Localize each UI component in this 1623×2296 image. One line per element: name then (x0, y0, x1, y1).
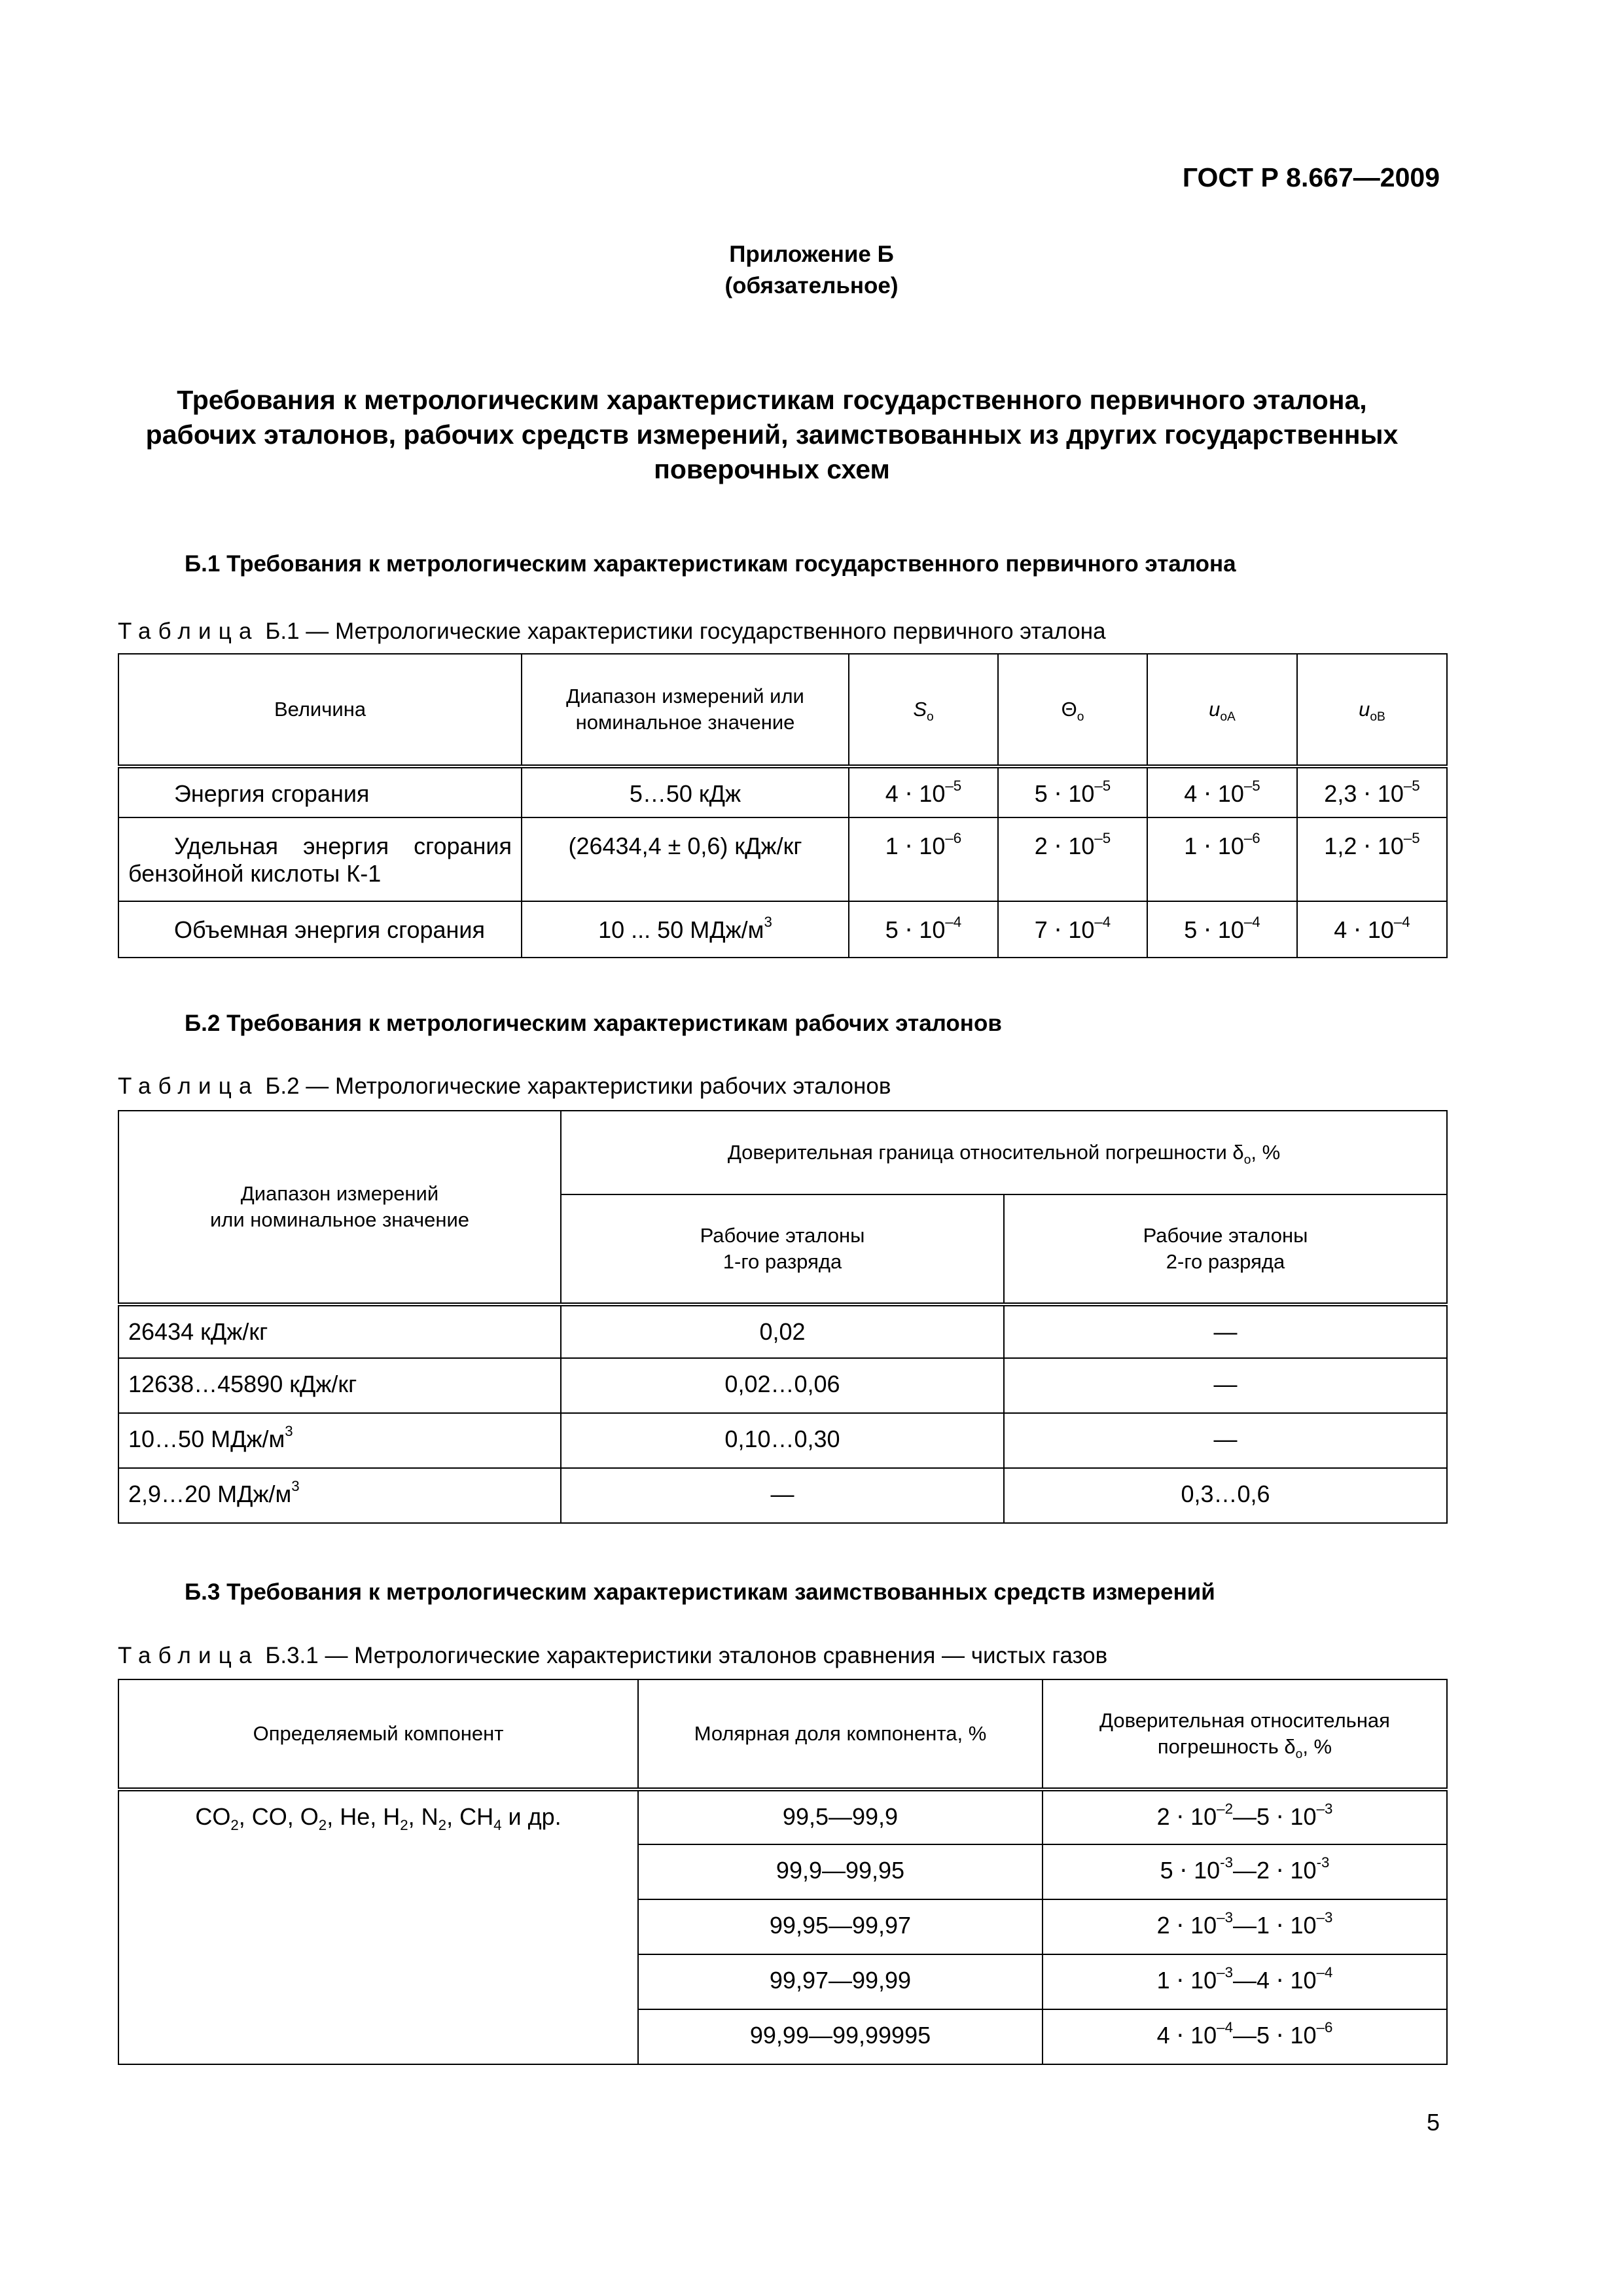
table-row (118, 901, 1447, 958)
cell-component: $CO_2$, CO, $O_2$, He, $H_2$, $N_2$, $CH_4$ и др. (118, 1789, 638, 2064)
cell-ub: $2,3 \cdot 10^{-5}$ (1297, 766, 1447, 817)
cell-relative-error: $2 \cdot 10^{-3}—1 \cdot 10^{-3}$ (1043, 1899, 1447, 1954)
header-quantity: Величина (118, 654, 522, 766)
appendix-main-title (118, 383, 1426, 487)
cell-ua: $1 \cdot 10^{-6}$ (1147, 817, 1297, 901)
appendix-heading (393, 239, 1230, 302)
cell-theta: $7 \cdot 10^{-4}$ (998, 901, 1147, 958)
cell-relative-error: $1 \cdot 10^{-3}—4 \cdot 10^{-4}$ (1043, 1954, 1447, 2009)
header-grade-1: Рабочие эталоны 1-го разряда (561, 1194, 1004, 1304)
cell-grade-1: 0,02…0,06 (561, 1358, 1004, 1413)
cell-grade-2: — (1004, 1304, 1447, 1358)
caption-label: Таблица (118, 619, 259, 644)
caption-label: Таблица (118, 1073, 259, 1099)
header-fraction: Молярная доля компонента, % (638, 1679, 1043, 1789)
cell-range: (26434,4 ± 0,6) кДж/кг (522, 817, 849, 901)
cell-s: $1 \cdot 10^{-6}$ (849, 817, 998, 901)
cell-grade-1: — (561, 1468, 1004, 1523)
cell-fraction: 99,9—99,95 (638, 1844, 1043, 1899)
header-range: Диапазон измерений или номинальное значение (118, 1111, 561, 1304)
table-header-row (118, 654, 1447, 766)
cell-ua: $4 \cdot 10^{-5}$ (1147, 766, 1297, 817)
cell-quantity: Объемная энергия сгорания (118, 901, 522, 958)
cell-theta: $2 \cdot 10^{-5}$ (998, 817, 1147, 901)
table-row (118, 1358, 1447, 1413)
main-title-line: поверочных схем (654, 454, 890, 484)
section-b3-title: Б.3 Требования к метрологическим характеристикам заимствованных средств измерений (185, 1579, 1215, 1605)
cell-theta: $5 \cdot 10^{-5}$ (998, 766, 1147, 817)
cell-range: 10 ... 50 МДж/$м^3$ (522, 901, 849, 958)
cell-grade-2: 0,3…0,6 (1004, 1468, 1447, 1523)
cell-relative-error: $2 \cdot 10^{-2}—5 \cdot 10^{-3}$ (1043, 1789, 1447, 1844)
header-range: Диапазон измерений или номинальное значение (522, 654, 849, 766)
cell-grade-2: — (1004, 1413, 1447, 1468)
table-row (118, 1304, 1447, 1358)
cell-fraction: 99,97—99,99 (638, 1954, 1043, 2009)
header-component: Определяемый компонент (118, 1679, 638, 1789)
cell-quantity: Удельная энергия сгорания бензойной кислоты К-1 (118, 817, 522, 901)
cell-grade-1: 0,10…0,30 (561, 1413, 1004, 1468)
main-title-line: Требования к метрологическим характеристикам государственного первичного эталона, (177, 385, 1367, 415)
cell-range: 12638…45890 кДж/кг (118, 1358, 561, 1413)
table-b3-1 (118, 1679, 1448, 2065)
appendix-title: Приложение Б (729, 242, 894, 267)
cell-ub: $4 \cdot 10^{-4}$ (1297, 901, 1447, 958)
cell-s: $5 \cdot 10^{-4}$ (849, 901, 998, 958)
document-code: ГОСТ Р 8.667—2009 (1182, 162, 1440, 192)
caption-label: Таблица (118, 1643, 259, 1668)
cell-relative-error: $4 \cdot 10^{-4}—5 \cdot 10^{-6}$ (1043, 2009, 1447, 2064)
header-s: $S_о$ (849, 654, 998, 766)
table-row (118, 1789, 1447, 1844)
header-relative-error: Доверительная относительная погрешность $\delta_о$, % (1043, 1679, 1447, 1789)
table-row (118, 1413, 1447, 1468)
table-b2-caption (118, 1073, 1427, 1100)
cell-fraction: 99,99—99,99995 (638, 2009, 1043, 2064)
header-error-group: Доверительная граница относительной погрешности $\delta_о$, % (561, 1111, 1447, 1194)
caption-text: Б.2 — Метрологические характеристики рабочих эталонов (265, 1073, 891, 1099)
header-ua: $u_{оА}$ (1147, 654, 1297, 766)
cell-ua: $5 \cdot 10^{-4}$ (1147, 901, 1297, 958)
cell-s: $4 \cdot 10^{-5}$ (849, 766, 998, 817)
table-b1-caption (118, 619, 1427, 645)
header-ub: $u_{оВ}$ (1297, 654, 1447, 766)
cell-range: 26434 кДж/кг (118, 1304, 561, 1358)
header-theta: $\Theta_о$ (998, 654, 1147, 766)
cell-grade-2: — (1004, 1358, 1447, 1413)
cell-range: 10…50 МДж/$м^3$ (118, 1413, 561, 1468)
section-b2-title: Б.2 Требования к метрологическим характеристикам рабочих эталонов (185, 1011, 1002, 1036)
table-b31-caption (118, 1643, 1427, 1669)
table-row (118, 766, 1447, 817)
cell-grade-1: 0,02 (561, 1304, 1004, 1358)
table-b2 (118, 1110, 1448, 1524)
appendix-status: (обязательное) (724, 273, 899, 298)
caption-text: Б.3.1 — Метрологические характеристики эталонов сравнения — чистых газов (265, 1643, 1108, 1668)
cell-quantity: Энергия сгорания (118, 766, 522, 817)
cell-fraction: 99,95—99,97 (638, 1899, 1043, 1954)
caption-text: Б.1 — Метрологические характеристики государственного первичного эталона (265, 619, 1106, 644)
header-grade-2: Рабочие эталоны 2-го разряда (1004, 1194, 1447, 1304)
table-row (118, 817, 1447, 901)
cell-range: 2,9…20 МДж/$м^3$ (118, 1468, 561, 1523)
cell-range: 5…50 кДж (522, 766, 849, 817)
main-title-line: рабочих эталонов, рабочих средств измерений, заимствованных из других государственных (145, 420, 1399, 450)
cell-relative-error: $5 \cdot 10^{-3}—2 \cdot 10^{-3}$ (1043, 1844, 1447, 1899)
table-header-row (118, 1679, 1447, 1789)
table-header-row (118, 1111, 1447, 1194)
cell-fraction: 99,5—99,9 (638, 1789, 1043, 1844)
page-number: 5 (1426, 2109, 1440, 2136)
cell-ub: $1,2 \cdot 10^{-5}$ (1297, 817, 1447, 901)
section-b1-title: Б.1 Требования к метрологическим характеристикам государственного первичного эталона (185, 551, 1236, 577)
table-row (118, 1468, 1447, 1523)
table-b1 (118, 653, 1448, 958)
